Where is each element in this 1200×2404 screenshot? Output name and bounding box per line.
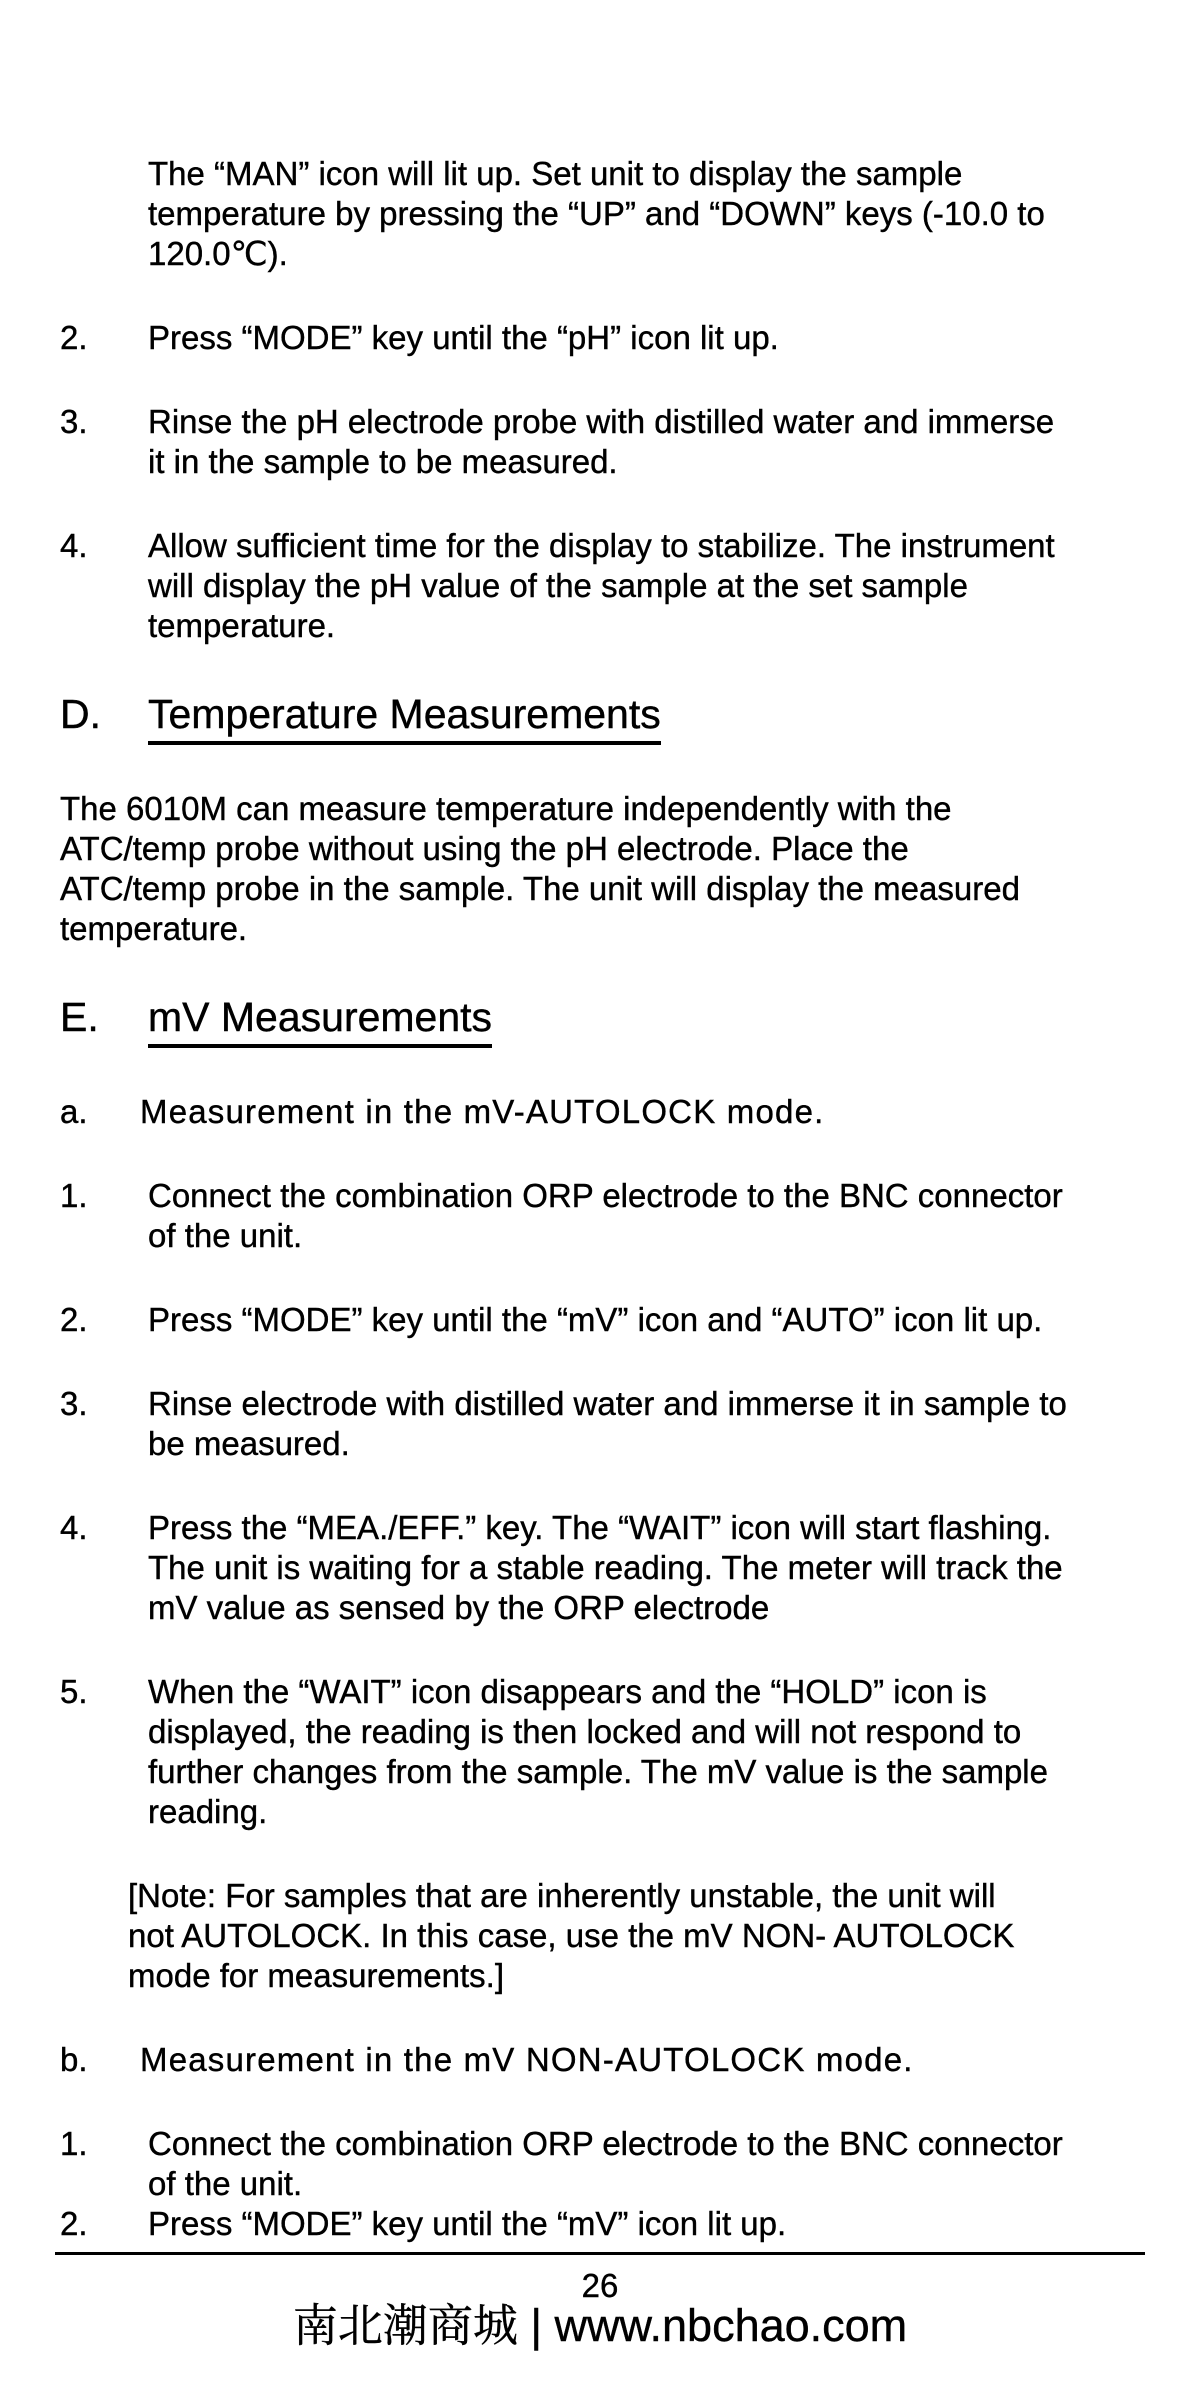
list-item-text <box>148 2124 1063 2204</box>
section-e-heading <box>60 993 1148 1048</box>
list-item-auto-step-2 <box>60 1300 1148 1340</box>
footer-divider <box>55 2252 1145 2255</box>
text-line: Allow sufficient time for the display to stabilize. The instrument <box>148 527 1055 564</box>
list-marker: a. <box>60 1093 88 1130</box>
list-marker: 1. <box>60 2125 88 2162</box>
text-line: When the “WAIT” icon disappears and the “HOLD” icon is <box>148 1673 987 1710</box>
intro-paragraph <box>148 154 1148 274</box>
text-line: Connect the combination ORP electrode to the BNC connector <box>148 1177 1063 1214</box>
list-item-text <box>148 2204 786 2244</box>
text-line: ATC/temp probe without using the pH electrode. Place the <box>60 830 909 867</box>
text-line: Measurement in the mV NON-AUTOLOCK mode. <box>140 2041 914 2078</box>
text-line: of the unit. <box>148 1217 303 1254</box>
text-line: Connect the combination ORP electrode to the BNC connector <box>148 2125 1063 2162</box>
list-marker: 2. <box>60 319 88 356</box>
text-line: Measurement in the mV-AUTOLOCK mode. <box>140 1093 825 1130</box>
text-line: mode for measurements.] <box>128 1957 504 1994</box>
text-line: temperature by pressing the “UP” and “DOWN” keys (-10.0 to <box>148 195 1045 232</box>
section-d-heading <box>60 690 1148 745</box>
list-item-text <box>148 1176 1063 1256</box>
list-item-auto-step-3 <box>60 1384 1148 1464</box>
text-line: further changes from the sample. The mV value is the sample <box>148 1753 1048 1790</box>
text-line: will display the pH value of the sample at the set sample <box>148 567 968 604</box>
text-line: Press the “MEA./EFF.” key. The “WAIT” icon will start flashing. <box>148 1509 1052 1546</box>
list-item-text <box>148 1508 1063 1628</box>
list-item-text <box>148 526 1055 646</box>
list-item-auto-step-4 <box>60 1508 1148 1628</box>
section-e-title: mV Measurements <box>148 993 492 1048</box>
list-marker: 1. <box>60 1177 88 1214</box>
section-d-title: Temperature Measurements <box>148 690 661 745</box>
site-watermark: 南北潮商城 | www.nbchao.com <box>292 2300 908 2351</box>
list-marker: 3. <box>60 403 88 440</box>
list-item-auto-step-1 <box>60 1176 1148 1256</box>
text-line: [Note: For samples that are inherently unstable, the unit will <box>128 1877 996 1914</box>
list-marker: 2. <box>60 2205 88 2242</box>
text-line: Rinse electrode with distilled water and immerse it in sample to <box>148 1385 1067 1422</box>
list-marker: 4. <box>60 527 88 564</box>
list-item-text <box>140 2040 914 2080</box>
text-line: not AUTOLOCK. In this case, use the mV NON- AUTOLOCK <box>128 1917 1015 1954</box>
text-line: Press “MODE” key until the “mV” icon lit up. <box>148 2205 787 2242</box>
text-line: temperature. <box>60 910 248 947</box>
list-marker: 3. <box>60 1385 88 1422</box>
text-line: Rinse the pH electrode probe with distilled water and immerse <box>148 403 1055 440</box>
text-line: displayed, the reading is then locked and will not respond to <box>148 1713 1022 1750</box>
text-line: The 6010M can measure temperature independently with the <box>60 790 952 827</box>
text-line: be measured. <box>148 1425 350 1462</box>
list-item-ph-step-3 <box>60 402 1148 482</box>
list-item-sub-a <box>60 1092 1148 1132</box>
list-item-ph-step-4 <box>60 526 1148 646</box>
text-line: mV value as sensed by the ORP electrode <box>148 1589 770 1626</box>
list-marker: 5. <box>60 1673 88 1710</box>
text-line: The “MAN” icon will lit up. Set unit to display the sample <box>148 155 963 192</box>
text-line: 120.0℃). <box>148 235 288 272</box>
list-marker: 4. <box>60 1509 88 1546</box>
list-item-text <box>148 1300 1042 1340</box>
list-item-auto-step-5 <box>60 1672 1148 1832</box>
list-marker: b. <box>60 2041 88 2078</box>
list-item-nonauto-step-2 <box>60 2204 1148 2244</box>
list-item-sub-b <box>60 2040 1148 2080</box>
text-line: temperature. <box>148 607 336 644</box>
text-line: Press “MODE” key until the “pH” icon lit up. <box>148 319 779 356</box>
section-e-marker: E. <box>60 994 99 1040</box>
section-d-marker: D. <box>60 691 101 737</box>
list-item-text <box>148 402 1054 482</box>
list-item-text <box>148 1672 1048 1832</box>
page-number: 26 <box>581 2267 619 2304</box>
section-d-body <box>60 789 1148 949</box>
list-item-ph-step-2 <box>60 318 1148 358</box>
note-paragraph <box>128 1876 1148 1996</box>
text-line: reading. <box>148 1793 268 1830</box>
list-item-text <box>140 1092 825 1132</box>
text-line: of the unit. <box>148 2165 303 2202</box>
text-line: it in the sample to be measured. <box>148 443 618 480</box>
text-line: ATC/temp probe in the sample. The unit will display the measured <box>60 870 1020 907</box>
list-item-nonauto-step-1 <box>60 2124 1148 2204</box>
page-content <box>60 154 1148 2244</box>
text-line: Press “MODE” key until the “mV” icon and “AUTO” icon lit up. <box>148 1301 1043 1338</box>
list-item-text <box>148 1384 1067 1464</box>
text-line: The unit is waiting for a stable reading. The meter will track the <box>148 1549 1063 1586</box>
list-item-text <box>148 318 779 358</box>
list-marker: 2. <box>60 1301 88 1338</box>
